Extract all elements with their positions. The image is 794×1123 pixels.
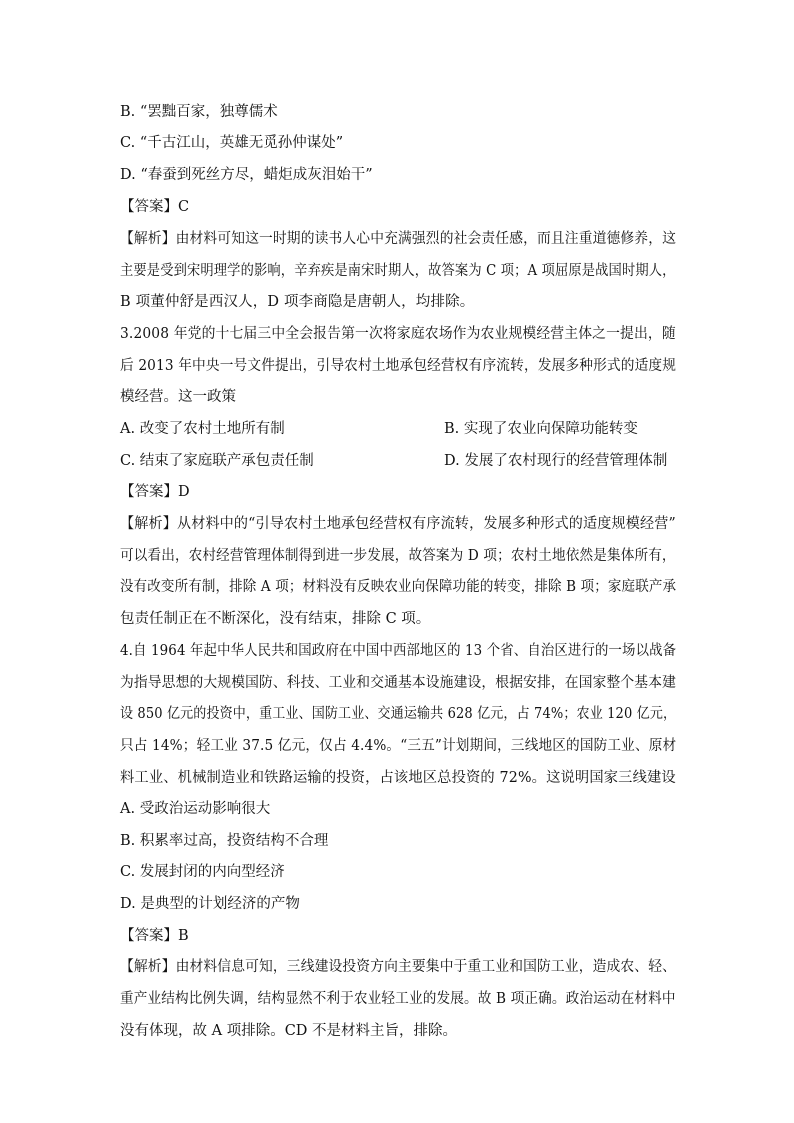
q3-analysis-line: 包责任制正在不断深化，没有结束，排除 C 项。 — [120, 611, 431, 627]
q3-option-a: A. 改变了农村土地所有制 — [120, 421, 285, 437]
q2-analysis-line: B 项董仲舒是西汉人，D 项李商隐是唐朝人，均排除。 — [120, 294, 475, 310]
q2-answer: 【答案】C — [120, 199, 190, 215]
q2-option-c: C. “千古江山，英雄无觅孙仲谋处” — [120, 135, 344, 151]
q4-analysis-line: 【解析】由材料信息可知，三线建设投资方向主要集中于重工业和国防工业，造成农、轻、 — [120, 959, 676, 975]
q3-analysis-line: 【解析】从材料中的“引导农村土地承包经营权有序流转，发展多种形式的适度规模经营” — [120, 516, 676, 532]
q4-stem-line: 设 850 亿元的投资中，重工业、国防工业、交通运输共 628 亿元，占 74%；农业 120 亿元， — [120, 706, 677, 722]
q4-option-c: C. 发展封闭的内向型经济 — [120, 864, 285, 880]
q4-stem-line: 只占 14%；轻工业 37.5 亿元，仅占 4.4%。“三五”计划期间，三线地区的国防工业、原材 — [120, 738, 677, 754]
q3-answer: 【答案】D — [120, 484, 190, 500]
q4-stem-line: 为指导思想的大规模国防、科技、工业和交通基本设施建设，根据安排，在国家整个基本建 — [120, 675, 676, 691]
q3-stem-line: 模经营。这一政策 — [120, 389, 236, 405]
q3-option-d: D. 发展了农村现行的经营管理体制 — [444, 453, 668, 469]
q3-option-b: B. 实现了农业向保障功能转变 — [444, 421, 638, 437]
q4-stem-line: 料工业、机械制造业和铁路运输的投资，占该地区总投资的 72%。这说明国家三线建设 — [120, 770, 676, 786]
q3-analysis-line: 可以看出，农村经营管理体制得到进一步发展，故答案为 D 项；农村土地依然是集体所有， — [120, 548, 676, 564]
q2-option-d: D. “春蚕到死丝方尽，蜡炬成灰泪始干” — [120, 167, 373, 183]
q3-stem-line: 3.2008 年党的十七届三中全会报告第一次将家庭农场作为农业规模经营主体之一提出，随 — [120, 326, 676, 342]
q2-analysis-line: 【解析】由材料可知这一时期的读书人心中充满强烈的社会责任感，而且注重道德修养，这 — [120, 231, 676, 247]
q3-analysis-line: 没有改变所有制，排除 A 项；材料没有反映农业向保障功能的转变，排除 B 项；家庭联产承 — [120, 579, 677, 595]
q2-option-b: B. “罢黜百家，独尊儒术 — [120, 104, 278, 120]
q4-option-a: A. 受政治运动影响很大 — [120, 801, 271, 817]
q4-stem-line: 4.自 1964 年起中华人民共和国政府在中国中西部地区的 13 个省、自治区进行的一场以战备 — [120, 643, 677, 659]
q2-analysis-line: 主要是受到宋明理学的影响，辛弃疾是南宋时期人，故答案为 C 项；A 项屈原是战国时期人， — [120, 263, 676, 279]
q4-analysis-line: 重产业结构比例失调，结构显然不利于农业轻工业的发展。故 B 项正确。政治运动在材料中 — [120, 991, 676, 1007]
q4-analysis-line: 没有体现，故 A 项排除。CD 不是材料主旨，排除。 — [120, 1023, 458, 1039]
q4-option-d: D. 是典型的计划经济的产物 — [120, 896, 300, 912]
q3-option-c: C. 结束了家庭联产承包责任制 — [120, 453, 314, 469]
q3-stem-line: 后 2013 年中央一号文件提出，引导农村土地承包经营权有序流转，发展多种形式的适度规 — [120, 358, 677, 374]
q4-answer: 【答案】B — [120, 928, 189, 944]
q4-option-b: B. 积累率过高，投资结构不合理 — [120, 833, 329, 849]
